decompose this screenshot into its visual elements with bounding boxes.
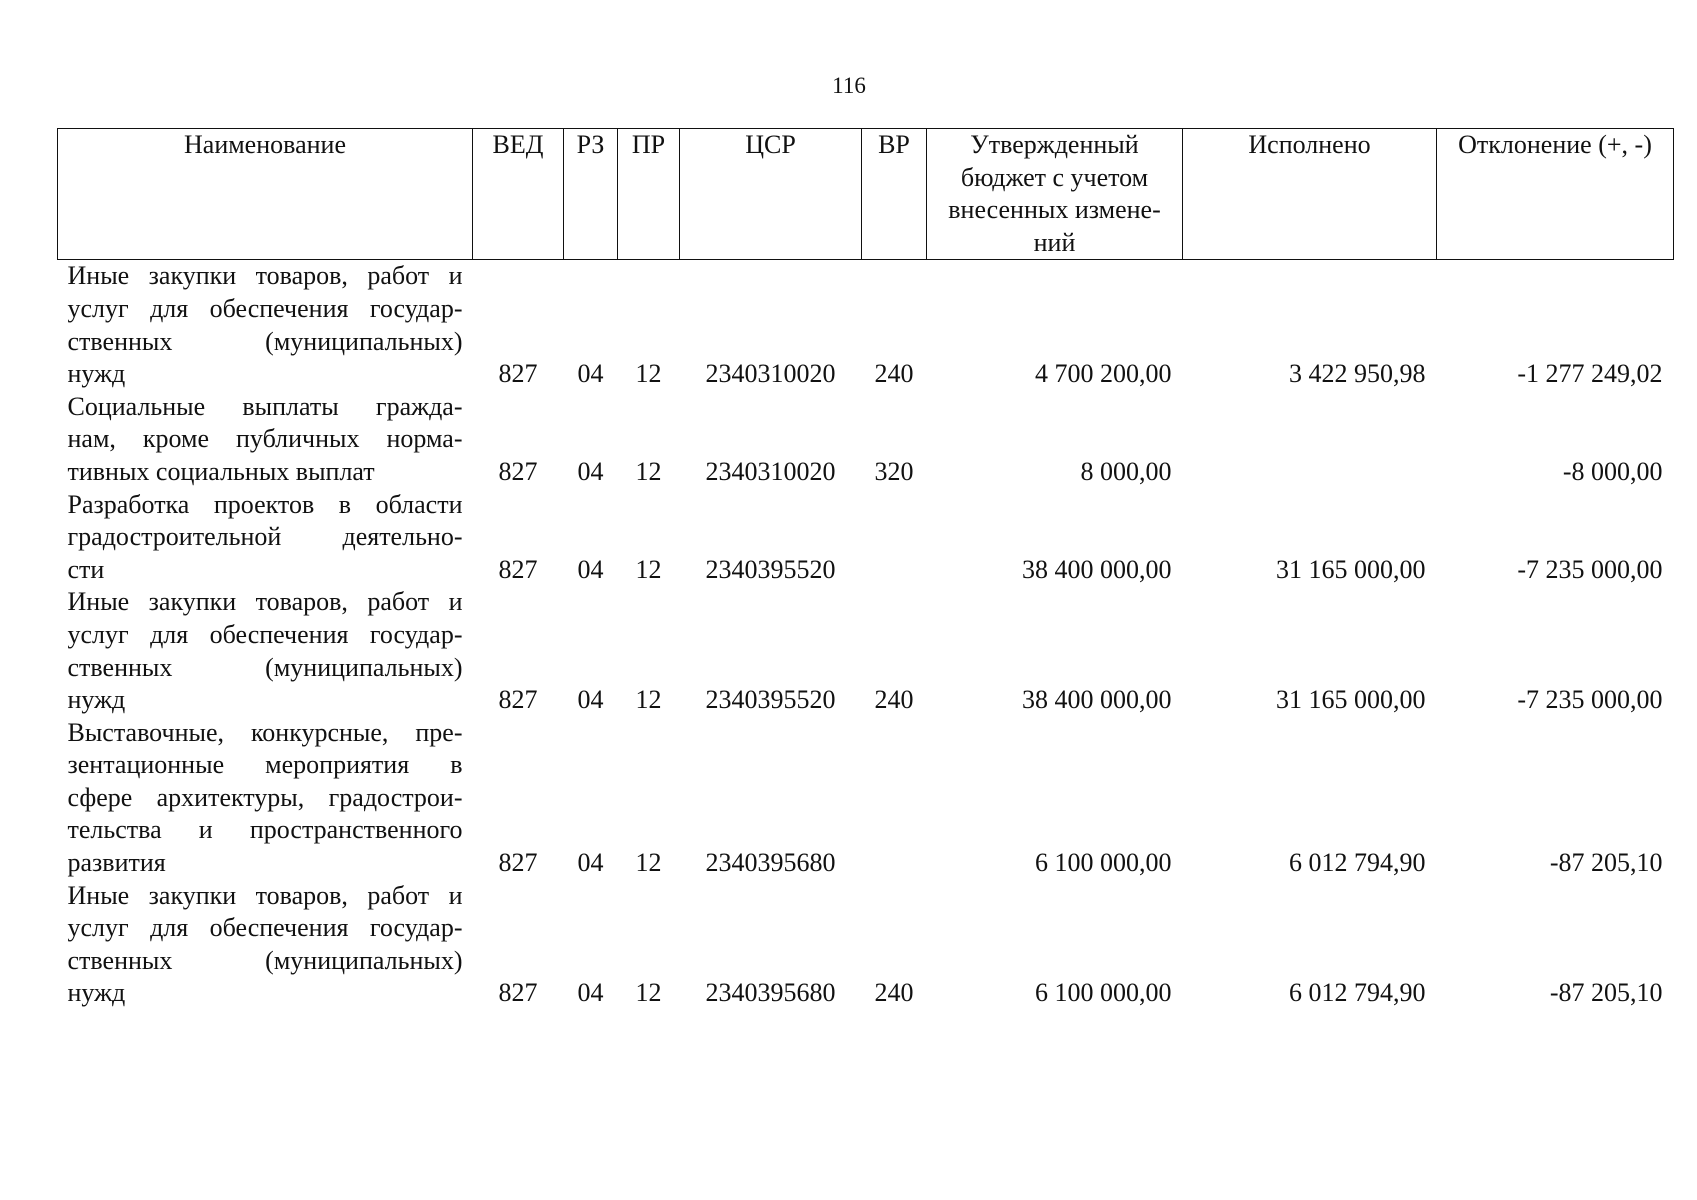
budget-execution-table (57, 128, 1674, 1010)
row-rz: 04 (577, 554, 604, 584)
row-name-line: услуг для обеспечения государ- (67, 913, 463, 943)
header-ved: ВЕД (473, 129, 564, 260)
row-approved-budget: 38 400 000,00 (1022, 685, 1172, 715)
row-executed: 31 165 000,00 (1276, 685, 1426, 715)
row-name-line: нужд (67, 359, 126, 389)
row-vr: 320 (874, 456, 914, 486)
row-vr: 240 (874, 685, 914, 715)
row-rz: 04 (577, 456, 604, 486)
row-ved: 827 (498, 359, 538, 389)
row-ved: 827 (498, 848, 538, 878)
row-pr: 12 (635, 978, 662, 1008)
row-approved-budget: 38 400 000,00 (1022, 554, 1172, 584)
header-executed: Исполнено (1183, 129, 1437, 260)
table-header (58, 129, 1674, 260)
row-executed: 6 012 794,90 (1289, 848, 1426, 878)
row-executed: 31 165 000,00 (1276, 554, 1426, 584)
row-rz: 04 (577, 685, 604, 715)
row-pr: 12 (635, 456, 662, 486)
row-name (58, 880, 473, 1010)
row-pr: 12 (635, 554, 662, 584)
row-deviation: -1 277 249,02 (1517, 359, 1663, 389)
row-approved-budget: 6 100 000,00 (1035, 978, 1172, 1008)
row-name-line: Иные закупки товаров, работ и (67, 587, 463, 617)
table-row (58, 391, 1674, 489)
header-deviation: Отклонение (+, -) (1437, 129, 1674, 260)
table-row (58, 717, 1674, 880)
header-vr: ВР (862, 129, 927, 260)
row-vr (862, 489, 927, 587)
header-approved-budget: Утвержденный бюджет с учетом внесенных измене-ний (927, 129, 1183, 260)
row-csr: 2340395520 (705, 554, 836, 584)
row-csr: 2340310020 (705, 359, 836, 389)
row-name-line: Социальные выплаты гражда- (67, 391, 463, 421)
row-ved: 827 (498, 554, 538, 584)
row-name-line: Выставочные, конкурсные, пре- (67, 717, 463, 747)
row-executed: 6 012 794,90 (1289, 978, 1426, 1008)
row-csr: 2340310020 (705, 456, 836, 486)
row-name-line: сти (67, 554, 105, 584)
row-rz: 04 (577, 359, 604, 389)
row-rz: 04 (577, 848, 604, 878)
row-ved: 827 (498, 456, 538, 486)
row-executed (1183, 391, 1437, 489)
row-deviation: -87 205,10 (1549, 978, 1663, 1008)
row-approved-budget: 6 100 000,00 (1035, 848, 1172, 878)
row-name (58, 586, 473, 716)
row-name-line: сфере архитектуры, градострои- (67, 782, 463, 812)
row-deviation: -87 205,10 (1549, 848, 1663, 878)
row-name-line: развития (67, 848, 166, 878)
row-name (58, 489, 473, 587)
row-deviation: -7 235 000,00 (1517, 554, 1663, 584)
row-csr: 2340395680 (705, 978, 836, 1008)
header-csr: ЦСР (680, 129, 862, 260)
row-name-line: тельства и пространственного (67, 815, 463, 845)
row-vr: 240 (874, 978, 914, 1008)
header-name: Наименование (58, 129, 473, 260)
row-name-line: зентационные мероприятия в (67, 750, 463, 780)
row-ved: 827 (498, 978, 538, 1008)
row-deviation: -7 235 000,00 (1517, 685, 1663, 715)
row-vr: 240 (874, 359, 914, 389)
row-name (58, 260, 473, 391)
row-name (58, 717, 473, 880)
header-pr: ПР (618, 129, 680, 260)
row-name-line: услуг для обеспечения государ- (67, 293, 463, 323)
table-row (58, 586, 1674, 716)
row-name-line: нам, кроме публичных норма- (67, 424, 463, 454)
row-ved: 827 (498, 685, 538, 715)
row-name (58, 391, 473, 489)
row-name-line: Иные закупки товаров, работ и (67, 880, 463, 910)
header-rz: РЗ (564, 129, 618, 260)
row-name-line: ственных (муниципальных) (67, 945, 463, 975)
row-approved-budget: 8 000,00 (1080, 456, 1172, 486)
row-name-line: нужд (67, 978, 126, 1008)
row-rz: 04 (577, 978, 604, 1008)
row-name-line: ственных (муниципальных) (67, 652, 463, 682)
row-name-line: Иные закупки товаров, работ и (67, 261, 463, 291)
row-pr: 12 (635, 848, 662, 878)
row-executed: 3 422 950,98 (1289, 359, 1426, 389)
row-vr (862, 717, 927, 880)
table-row (58, 880, 1674, 1010)
table-row (58, 489, 1674, 587)
row-csr: 2340395520 (705, 685, 836, 715)
row-name-line: нужд (67, 685, 126, 715)
table-row (58, 260, 1674, 391)
row-pr: 12 (635, 359, 662, 389)
row-name-line: тивных социальных выплат (67, 456, 375, 486)
row-name-line: градостроительной деятельно- (67, 522, 463, 552)
row-name-line: Разработка проектов в области (67, 489, 463, 519)
table-body (58, 260, 1674, 1010)
row-pr: 12 (635, 685, 662, 715)
row-name-line: ственных (муниципальных) (67, 326, 463, 356)
row-csr: 2340395680 (705, 848, 836, 878)
page-number: 116 (832, 73, 866, 98)
row-deviation: -8 000,00 (1562, 456, 1663, 486)
row-approved-budget: 4 700 200,00 (1035, 359, 1172, 389)
row-name-line: услуг для обеспечения государ- (67, 619, 463, 649)
